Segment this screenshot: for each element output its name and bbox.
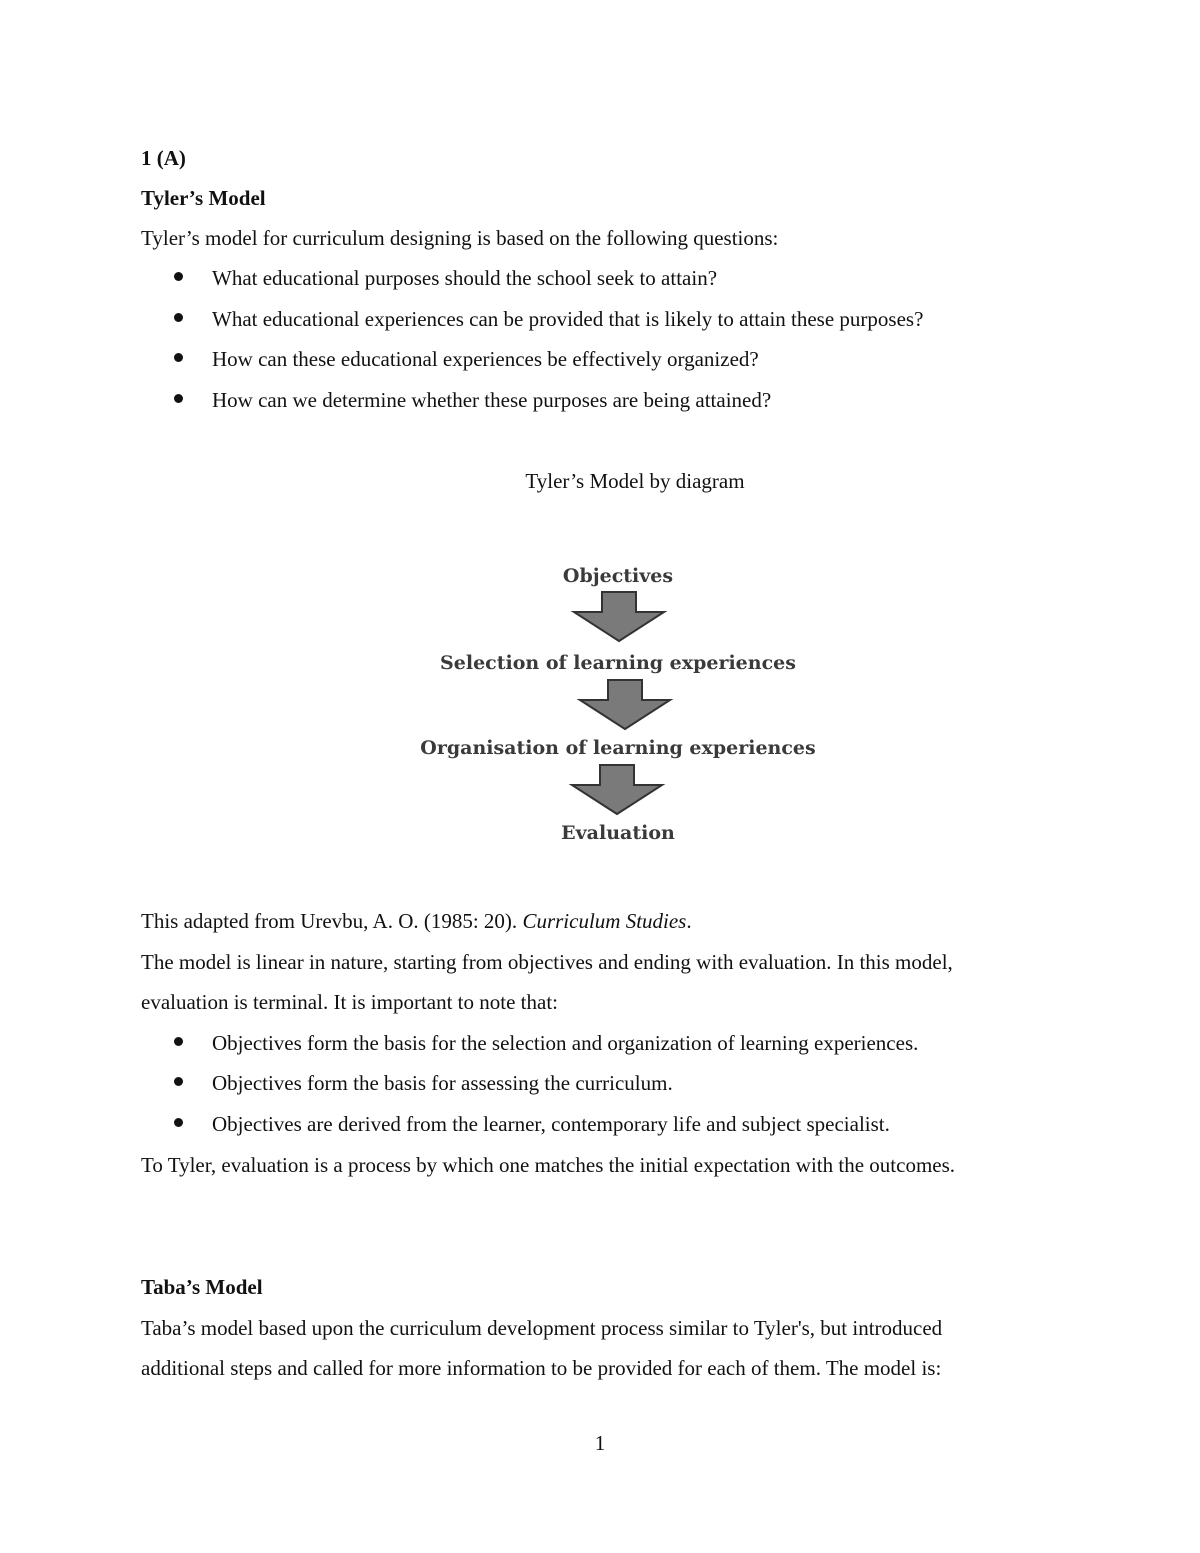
note-item: Objectives form the basis for assessing the curriculum. [212, 1071, 673, 1095]
bullet-icon [174, 1118, 183, 1127]
question-item: What educational purposes should the school seek to attain? [212, 266, 718, 290]
linear-paragraph-line: evaluation is terminal. It is important to note that: [141, 990, 558, 1014]
taba-paragraph-line: Taba’s model based upon the curriculum development process similar to Tyler's, but introduced [141, 1316, 943, 1340]
bullet-icon [174, 313, 183, 322]
taba-paragraph-line: additional steps and called for more information to be provided for each of them. The model is: [141, 1356, 942, 1380]
taba-heading: Taba’s Model [141, 1275, 263, 1299]
down-arrow-icon [574, 592, 664, 641]
source-suffix: . [686, 909, 692, 933]
note-item: Objectives form the basis for the selection and organization of learning experiences. [212, 1031, 919, 1055]
source-citation [141, 908, 692, 934]
linear-paragraph-line: The model is linear in nature, starting from objectives and ending with evaluation. In this model, [141, 950, 953, 974]
source-prefix: This adapted from Urevbu, A. O. (1985: 20). [141, 909, 523, 933]
tyler-heading: Tyler’s Model [141, 186, 266, 210]
evaluation-paragraph: To Tyler, evaluation is a process by which one matches the initial expectation with the outcomes. [141, 1153, 956, 1177]
tyler-model-diagram [400, 555, 840, 855]
question-item: How can these educational experiences be effectively organized? [212, 347, 759, 371]
bullet-icon [174, 1077, 183, 1086]
diagram-step-selection: Selection of learning experiences [440, 652, 796, 674]
bullet-icon [174, 1037, 183, 1046]
down-arrow-icon [572, 765, 662, 814]
tyler-intro: Tyler’s model for curriculum designing is based on the following questions: [141, 226, 779, 250]
note-item: Objectives are derived from the learner, contemporary life and subject specialist. [212, 1112, 890, 1136]
down-arrow-icon [580, 680, 670, 729]
page-number: 1 [594, 1431, 606, 1455]
question-item: What educational experiences can be provided that is likely to attain these purposes? [212, 307, 924, 331]
diagram-step-objectives: Objectives [562, 565, 674, 587]
section-number: 1 (A) [141, 146, 186, 170]
diagram-step-organisation: Organisation of learning experiences [420, 737, 816, 759]
source-title: Curriculum Studies [522, 909, 687, 933]
diagram-step-evaluation: Evaluation [561, 822, 675, 844]
bullet-icon [174, 394, 183, 403]
bullet-icon [174, 353, 183, 362]
bullet-icon [174, 272, 183, 281]
question-item: How can we determine whether these purposes are being attained? [212, 388, 772, 412]
diagram-caption: Tyler’s Model by diagram [525, 469, 745, 493]
